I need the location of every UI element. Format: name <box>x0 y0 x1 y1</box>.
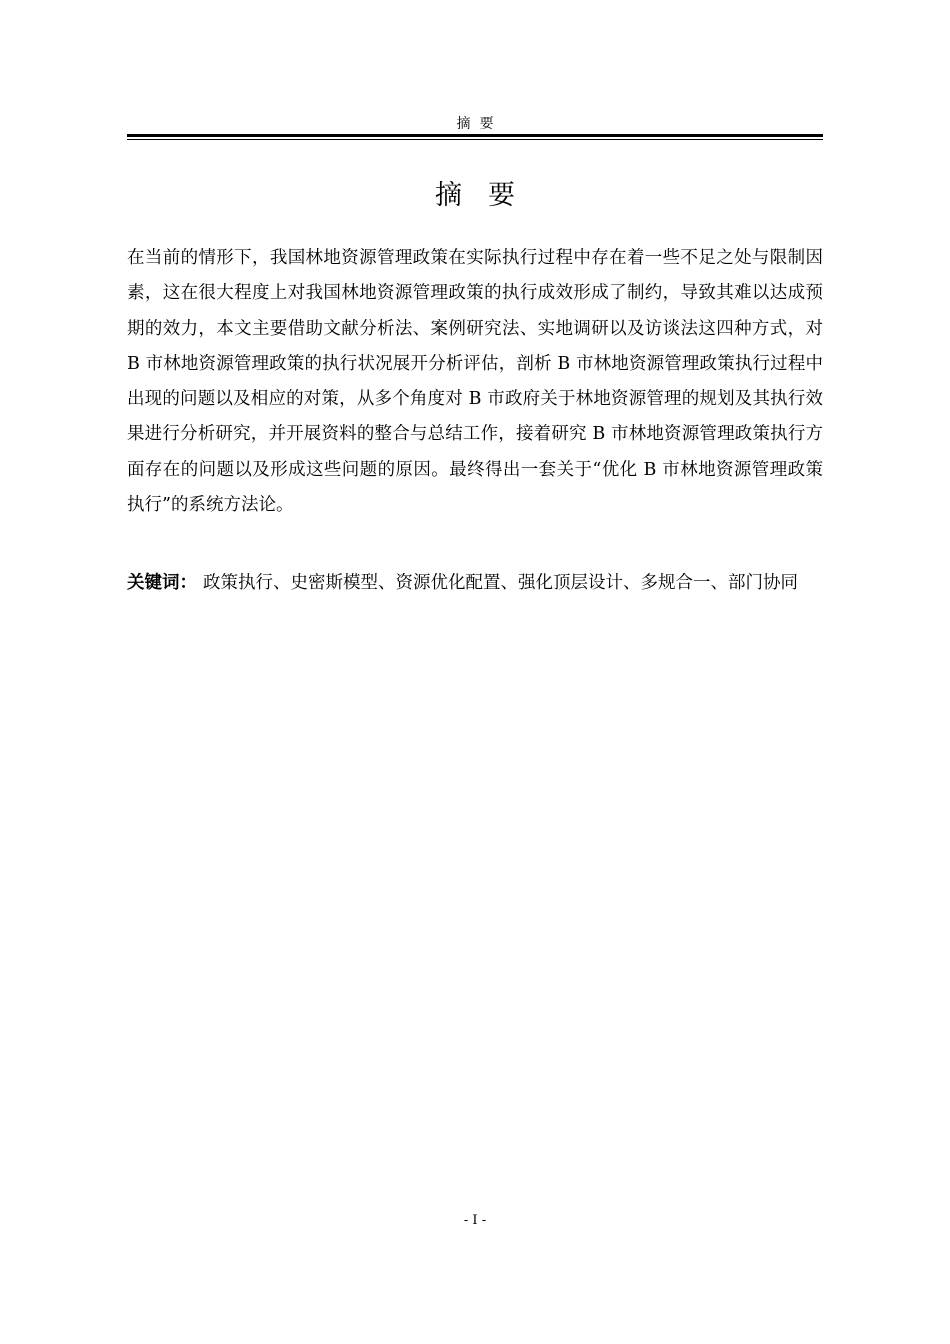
keywords-text: 政策执行、史密斯模型、资源优化配置、强化顶层设计、多规合一、部门协同 <box>203 573 798 593</box>
keywords-label: 关键词： <box>127 573 197 593</box>
header-rule <box>127 134 823 140</box>
page-title: 摘要 <box>435 180 541 211</box>
abstract-body: 在当前的情形下，我国林地资源管理政策在实际执行过程中存在着一些不足之处与限制因素，这在很大程度上对我国林地资源管理政策的执行成效形成了制约，导致其难以达成预期的效力，本文主要借助文献分析法、案例研究法、实地调研以及访谈法这四种方式，对 B 市林地资源管理政策的执行状况展开分析评估，剖析 B 市林地资源管理政策执行过程中出现的问题以及相应的对策，从多个角度对 B 市政府关于林地资源管理的规划及其执行效果进行分析研究，并开展资料的整合与总结工作，接着研究 B 市林地资源管理政策执行方面存在的问题以及形成这些问题的原因。最终得出一套关于“优化 B 市林地资源管理政策执行”的系统方法论。 <box>127 248 823 516</box>
keywords-section <box>127 566 823 601</box>
running-header: 摘要 <box>456 116 503 132</box>
page-number: - I - <box>463 1213 487 1228</box>
